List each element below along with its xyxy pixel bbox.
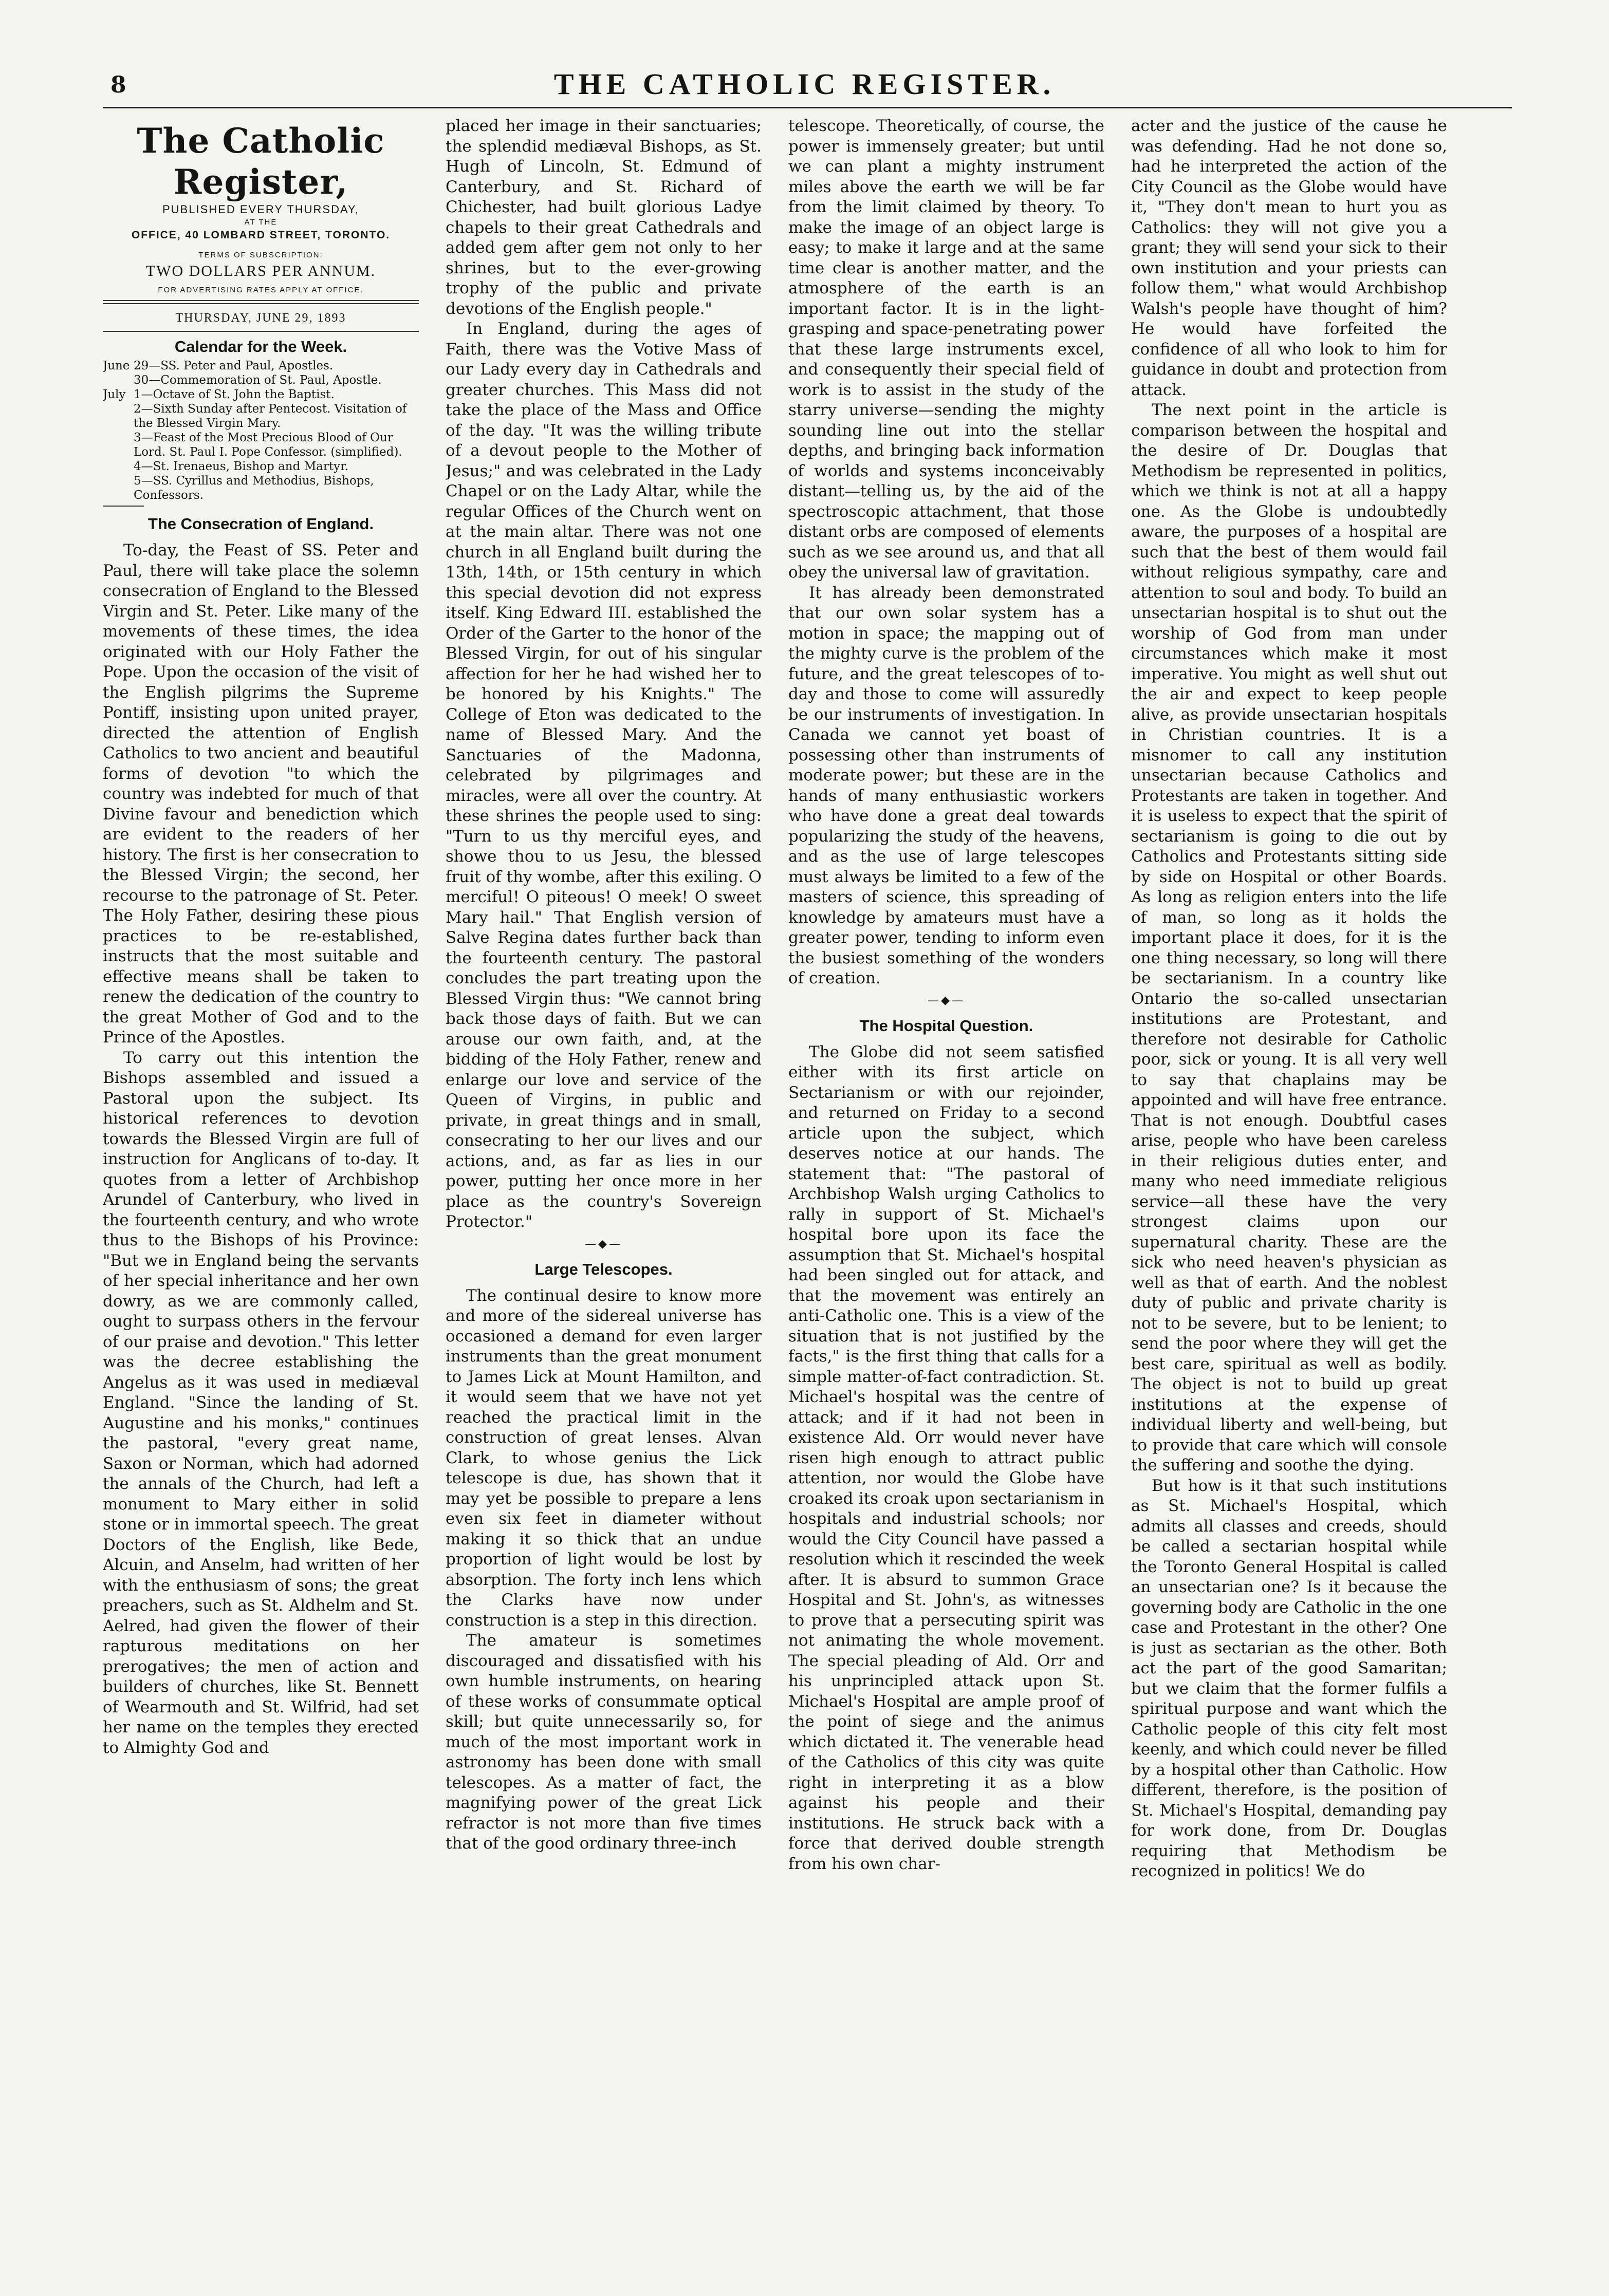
section-ornament: —◆— — [928, 994, 965, 1007]
calendar-entry — [103, 474, 419, 502]
calendar-text: 2—Sixth Sunday after Pentecost. Visitation of the Blessed Virgin Mary. — [134, 402, 407, 430]
calendar-text: 30—Commemoration of St. Paul, Apostle. — [134, 374, 382, 387]
calendar-entry — [103, 359, 419, 373]
article-paragraph: It has already been demonstrated that our own solar system has a motion in space; the mapping out of the mighty curve is the problem of the future, and the great telescopes of to-day and those to come will assuredly be our instruments of investigation. In Canada we cannot yet boast of possessing other than instruments of moderate power; but these are in the hands of many enthusiastic workers who have done a great deal towards popularizing the study of the heavens, and as the use of large telescopes must always be limited to a few of the masters of science, this spreading of knowledge by amateurs must have a greater power, tending to inform even the busiest something of the wonders of creation. — [788, 583, 1104, 987]
page-header — [0, 0, 1609, 108]
calendar-entry — [103, 431, 419, 459]
article-paragraph: In England, during the ages of Faith, there was the Votive Mass of our Lady every day in Cathedrals and greater churches. This Mass did not take the place of the Mass and Office of the day. "It was the willing tribute of a devout people to the Mother of Jesus;" and was celebrated in the Lady Chapel or on the Lady Altar, while the regular Offices of the Church went on at the main altar. There was not one church in all England built during the 13th, 14th, or 15th century in which this special devotion did not express itself. King Edward III. established the Order of the Garter to the honor of the Blessed Virgin, for out of his singular affection for her he had wished her to be honored by his Knights." The College of Eton was dedicated to the name of Blessed Mary. And the Sanctuaries of the Madonna, celebrated by pilgrimages and miracles, were all over the country. At these shrines the people used to sing: "Turn to us thy merciful eyes, and showe thou to us Jesu, the blessed fruit of thy wombe, after this exiling. O merciful! O piteous! O meek! O sweet Mary hail." That English version of Salve Regina dates further back than the fourteenth century. The pastoral concludes the part treating upon the Blessed Virgin thus: "We cannot bring back those days of faith. But we can arouse our own faith, and, at the bidding of the Holy Father, renew and enlarge our love and service of the Queen of Virgins, in public and private, in great things and in small, consecrating to her our lives and our actions, and, as far as lies in our power, putting her once more in her place as the country's Sovereign Protector." — [446, 320, 762, 1231]
column-3 — [788, 116, 1104, 2279]
article-paragraph: acter and the justice of the cause he was defending. Had he not done so, had he interpreted the action of the City Council as the Globe would have it, "They don't mean to hurt you as Catholics: they will not give you a grant; they will send your sick to their own institution and your priests can follow them," what would Archbishop Walsh's people have thought of him? He would have forfeited the confidence of all who look to him for guidance in doubt and protection from attack. — [1131, 117, 1447, 399]
article-paragraph: But how is it that such institutions as St. Michael's Hospital, which admits all classes and creeds, should be called a sectarian hospital while the Toronto General Hospital is called an unsectarian one? Is it because the governing body are Catholic in the one case and Protestant in the other? One is just as sectarian as the other. Both act the part of the good Samaritan; but we claim that the former fulfils a spiritual purpose and want which the Catholic people of this city felt most keenly, and which could never be filled by a hospital other than Catholic. How different, therefore, is the position of St. Michael's Hospital, demanding pay for work done, from Dr. Douglas requiring that Methodism be recognized in politics! We do — [1131, 1476, 1447, 1880]
article-title-consecration: The Consecration of England. — [147, 515, 374, 533]
calendar-entry — [103, 387, 419, 402]
calendar-month — [103, 431, 134, 459]
calendar-month — [103, 402, 134, 431]
terms-value: TWO DOLLARS PER ANNUM. — [145, 263, 376, 279]
calendar-text: 3—Feast of the Most Precious Blood of Our Lord. St. Paul I. Pope Confessor. (simplified). — [134, 431, 402, 459]
article-paragraph: telescope. Theoretically, of course, the power is immensely greater; but until we can plant a mighty instrument miles above the earth we will be far from the limit claimed by theory. To make the image of an object large is easy; to make it large and at the same time clear is another matter, and the atmosphere of the earth is an important factor. It is in the light-grasping and space-penetrating power that these large instruments excel, and consequently their special field of work is to assist in the study of the starry universe—sending the mighty sounding line out into the stellar depths, and bringing back information of worlds and systems inconceivably distant—telling us, by the aid of the spectroscopic attachment, that those distant orbs are composed of elements such as we see around us, and that all obey the universal law of gravitation. — [788, 117, 1104, 582]
calendar-text: 1—Octave of St. John the Baptist. — [134, 388, 335, 401]
column-1 — [103, 116, 419, 2279]
article-title-hospital: The Hospital Question. — [859, 1016, 1033, 1035]
calendar-rule — [103, 506, 144, 507]
calendar-month — [103, 459, 134, 474]
article-paragraph: To carry out this intention the Bishops assembled and issued a Pastoral upon the subject. Its historical references to devotion towards the Blessed Virgin are full of instruction for Anglicans of to-day. It quotes from a letter of Archbishop Arundel of Canterbury, who lived in the fourteenth century, and who wrote thus to the Bishops of his Province: "But we in England being the servants of her special inheritance and her own dowry, as we are commonly called, ought to surpass others in the fervour of our praise and devotion." This letter was the decree establishing the Angelus as it was used in mediæval England. "Since the landing of St. Augustine and his monks," continues the pastoral, "every great name, Saxon or Norman, which had adorned the annals of the Church, had left a monument to Mary either in solid stone or in immortal speech. The great Doctors of the English, like Bede, Alcuin, and Anselm, had written of her with the enthusiasm of sons; the great preachers, such as St. Aldhelm and St. Aelred, had given the flower of their rapturous meditations on her prerogatives; the men of action and builders of churches, like St. Bennett of Wearmouth and St. Wilfrid, had set her name on the temples they erected to Almighty God and — [103, 1048, 419, 1757]
issue-date: THURSDAY, JUNE 29, 1893 — [175, 311, 346, 325]
masthead-title: The Catholic Register, — [137, 121, 385, 202]
calendar-entry — [103, 402, 419, 431]
calendar-month: July — [103, 388, 126, 401]
calendar-list — [103, 359, 419, 502]
columns — [103, 116, 1512, 2279]
advertising-line: FOR ADVERTISING RATES APPLY AT OFFICE. — [158, 286, 364, 294]
calendar-entry — [103, 459, 419, 474]
calendar-text: 4—St. Irenaeus, Bishop and Martyr. — [134, 460, 348, 473]
calendar-month — [103, 474, 134, 502]
at-the-line: AT THE — [244, 218, 278, 227]
column-2 — [446, 116, 762, 2279]
page-number: 8 — [110, 72, 126, 98]
article-paragraph: placed her image in their sanctuaries; the splendid mediæval Bishops, as St. Hugh of Lincoln, St. Edmund of Canterbury, and St. Richard of Chichester, had built glorious Ladye chapels to their great Cathedrals and added gem after gem not only to her shrines, but to the ever-growing trophy of the public and private devotions of the English people." — [446, 117, 762, 318]
date-rule — [103, 331, 419, 332]
calendar-text: 29—SS. Peter and Paul, Apostles. — [134, 359, 334, 372]
article-paragraph: The next point in the article is comparison between the hospital and the desire of Dr. Douglas that Methodism be represented in politics, which we think is not at all a happy one. As the Globe is undoubtedly aware, the purposes of a hospital are such that the best of them would fail without religious sympathy, care and attention to soul and body. To build an unsectarian hospital is to shut out the worship of God from man under circumstances which make it most imperative. You might as well shut out the air and expect to keep people alive, as provide unsectarian hospitals in Christian countries. It is a misnomer to call any institution unsectarian because Catholics and Protestants are taken in together. And it is useless to expect that the spirit of sectarianism is going to die out by Catholics and Protestants sitting side by side on Hospital or other Boards. As long as religion enters into the life of man, so long as it holds the important place it does, for it is the one thing necessary, so long will there be sectarianism. In a country like Ontario the so-called unsectarian institutions are Protestant, and therefore not desirable for Catholic poor, sick or young. It is all very well to say that chaplains may be appointed and will have free entrance. That is not enough. Doubtful cases arise, people who have been careless in their religious duties enter, and many who need immediate religious service—all these have the very strongest claims upon our supernatural charity. These are the sick who need heaven's physician as well as that of earth. And the noblest duty of public and private charity is not to be severe, but to be lenient; to send the poor where they will get the best care, spiritual as well as bodily. The object is not to build up great institutions at the expense of individual liberty and well-being, but to provide that care which will console the suffering and soothe the dying. — [1131, 401, 1447, 1474]
calendar-entry — [103, 373, 419, 387]
article-paragraph: The amateur is sometimes discouraged and dissatisfied with his own humble instruments, on hearing of these works of consummate optical skill; but quite unnecessarily so, for much of the most important work in astronomy has been done with small telescopes. As a matter of fact, the magnifying power of the great Lick refractor is not more than five times that of the good ordinary three-inch — [446, 1631, 762, 1853]
calendar-text: 5—SS. Cyrillus and Methodius, Bishops, Confessors. — [134, 474, 374, 502]
article-title-telescopes: Large Telescopes. — [534, 1260, 673, 1278]
calendar-month: June — [103, 359, 130, 372]
article-paragraph: The Globe did not seem satisfied either with its first article on Sectarianism or with our rejoinder, and returned on Friday to a second article upon the subject, which deserves notice at our hands. The statement that: "The pastoral of Archbishop Walsh urging Catholics to rally in support of St. Michael's hospital bore upon its face the assumption that St. Michael's hospital had been singled out for attack, and that the movement was entirely an anti-Catholic one. This is a view of the situation that is not justified by the facts," is the first thing that calls for a simple matter-of-fact contradiction. St. Michael's hospital was the centre of attack; and if it had not been in existence Ald. Orr would never have risen high enough to attract public attention, nor would the Globe have croaked its croak upon sectarianism in hospitals and industrial schools; nor would the City Council have passed a resolution which it rescinded the week after. It is absurd to summon Grace Hospital and St. John's, as witnesses to prove that a persecuting spirit was not animating the whole movement. The special pleading of Ald. Orr and his unprincipled attack upon St. Michael's Hospital are ample proof of the point of siege and the animus which dictated it. The venerable head of the Catholics of this city was quite right in interpreting it as a blow against his people and their institutions. He struck back with a force that derived double strength from his own char- — [788, 1042, 1104, 1873]
column-4 — [1131, 116, 1447, 2279]
published-line: PUBLISHED EVERY THURSDAY, — [162, 203, 359, 216]
newspaper-title: THE CATHOLIC REGISTER. — [553, 67, 1056, 101]
article-paragraph: The continual desire to know more and more of the sidereal universe has occasioned a demand for even larger instruments than the great monument to James Lick at Mount Hamilton, and it would seem that we have not yet reached the practical limit in the construction of great lenses. Alvan Clark, to whose genius the Lick telescope is due, has shown that it may yet be possible to prepare a lens even six feet in diameter without making it so thick that an undue proportion of light would be lost by absorption. The forty inch lens which the Clarks have now under construction is a step in this direction. — [446, 1286, 762, 1630]
masthead-rule — [103, 300, 419, 304]
terms-label: TERMS OF SUBSCRIPTION: — [198, 251, 323, 259]
calendar-title: Calendar for the Week. — [174, 338, 347, 356]
header-rule — [103, 107, 1512, 108]
office-address: OFFICE, 40 LOMBARD STREET, TORONTO. — [131, 229, 391, 241]
calendar-month — [103, 373, 134, 387]
article-paragraph: To-day, the Feast of SS. Peter and Paul, there will take place the solemn consecration of England to the Blessed Virgin and St. Peter. Like many of the movements of these times, the idea originated with our Holy Father the Pope. Upon the occasion of the visit of the English pilgrims the Supreme Pontiff, insisting upon united prayer, directed the attention of English Catholics to two ancient and beautiful forms of devotion "to which the country was indebted for much of that Divine favour and benediction which are evident to the readers of her history. The first is her consecration to the Blessed Virgin; the second, her recourse to the patronage of St. Peter. The Holy Father, desiring these pious practices to be re-established, instructs that the most suitable and effective means shall be taken to renew the dedication of the country to the great Mother of God and to the Prince of the Apostles. — [103, 541, 419, 1047]
section-ornament: —◆— — [585, 1237, 622, 1250]
